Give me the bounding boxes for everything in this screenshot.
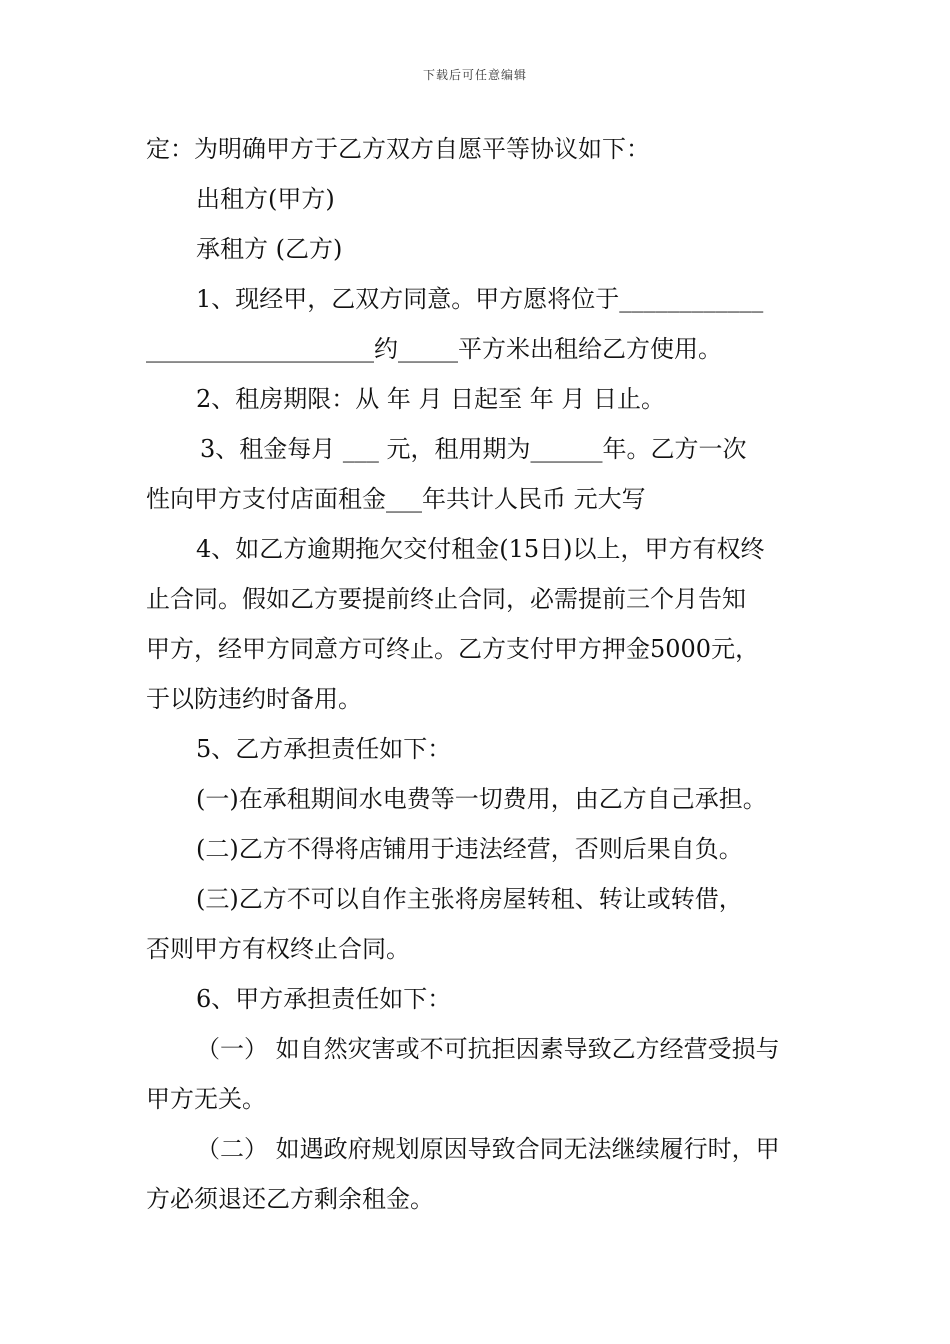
clause-5-item-3-line-2: 否则甲方有权终止合同。: [146, 935, 410, 963]
clause-6-heading: 6、甲方承担责任如下：: [196, 985, 452, 1013]
lessee-label: 承租方 (乙方): [196, 235, 343, 263]
document-body: [146, 124, 806, 1224]
clause-6-item-1-line-2: 甲方无关。: [146, 1085, 266, 1113]
clause-5-item-2: (二)乙方不得将店铺用于违法经营，否则后果自负。: [196, 835, 743, 863]
clause-5-heading: 5、乙方承担责任如下：: [196, 735, 452, 763]
lessor-label: 出租方(甲方): [196, 185, 335, 213]
clause-5-item-1: (一)在承租期间水电费等一切费用，由乙方自己承担。: [196, 785, 767, 813]
clause-4-line-2: 止合同。假如乙方要提前终止合同，必需提前三个月告知: [146, 585, 746, 613]
paragraph-intro: 定：为明确甲方于乙方双方自愿平等协议如下：: [146, 135, 650, 163]
clause-3-line-2: 性向甲方支付店面租金___年共计人民币 元大写: [146, 485, 646, 513]
clause-6-item-1-line-1: （一） 如自然灾害或不可抗拒因素导致乙方经营受损与: [196, 1035, 780, 1063]
clause-4-line-4: 于以防违约时备用。: [146, 685, 362, 713]
clause-1-line-1: 1、现经甲，乙双方同意。甲方愿将位于____________: [196, 285, 764, 313]
clause-4-line-3: 甲方，经甲方同意方可终止。乙方支付甲方押金5000元，: [146, 635, 760, 663]
clause-6-item-2-line-2: 方必须退还乙方剩余租金。: [146, 1185, 434, 1213]
clause-1-line-2: ___________________约_____平方米出租给乙方使用。: [146, 335, 722, 363]
clause-4-line-1: 4、如乙方逾期拖欠交付租金(15日)以上，甲方有权终: [196, 535, 765, 563]
clause-2: 2、租房期限：从 年 月 日起至 年 月 日止。: [196, 385, 666, 413]
page-header: 下载后可任意编辑: [422, 68, 527, 82]
clause-3-line-1: 3、租金每月 ___ 元，租用期为______年。乙方一次: [200, 435, 747, 463]
clause-6-item-2-line-1: （二） 如遇政府规划原因导致合同无法继续履行时，甲: [196, 1135, 780, 1163]
clause-5-item-3-line-1: (三)乙方不可以自作主张将房屋转租、转让或转借，: [196, 885, 743, 913]
